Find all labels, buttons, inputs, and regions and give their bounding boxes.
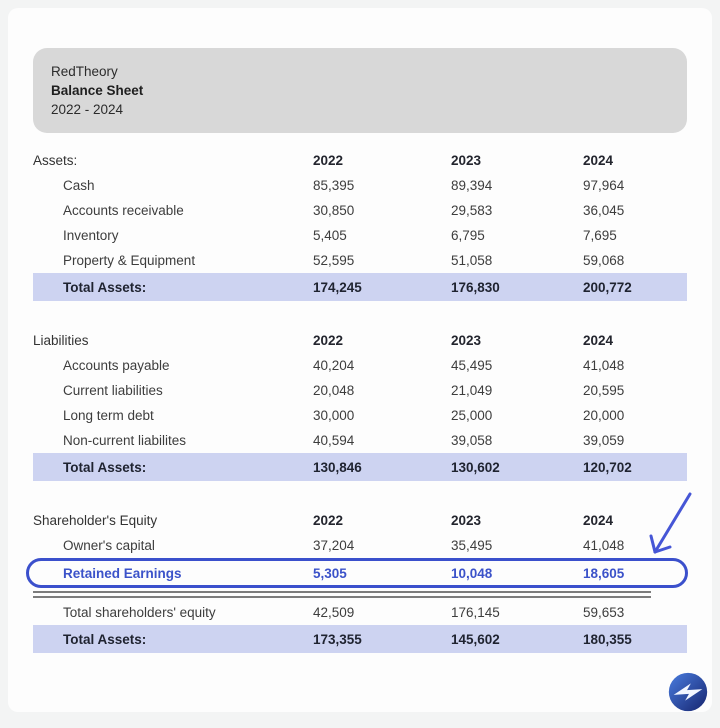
- value-2023: 39,058: [451, 433, 493, 448]
- table-row: [33, 600, 687, 625]
- value-2022: 30,000: [313, 408, 355, 423]
- row-label: Current liabilities: [63, 383, 163, 398]
- table-row: [33, 403, 687, 428]
- section-title: Shareholder's Equity: [33, 513, 158, 528]
- total-label: Total Assets:: [63, 631, 147, 647]
- column-year-2024: 2024: [583, 333, 614, 348]
- value-2022: 37,204: [313, 538, 355, 553]
- section-header-row: [33, 508, 687, 533]
- column-year-2022: 2022: [313, 333, 344, 348]
- value-2023: 29,583: [451, 203, 493, 218]
- row-label: Retained Earnings: [63, 565, 182, 581]
- total-2024: 120,702: [583, 459, 632, 475]
- column-year-2023: 2023: [451, 153, 482, 168]
- value-2024: 97,964: [583, 178, 625, 193]
- table-row: [33, 173, 687, 198]
- value-2024: 20,000: [583, 408, 625, 423]
- column-year-2024: 2024: [583, 513, 614, 528]
- table-row: [33, 353, 687, 378]
- column-year-2023: 2023: [451, 513, 482, 528]
- value-2022: 42,509: [313, 605, 355, 620]
- total-2024: 200,772: [583, 279, 632, 295]
- total-row: [33, 273, 687, 301]
- section-header-row: [33, 328, 687, 353]
- total-2024: 180,355: [583, 631, 632, 647]
- section-liabilities: [33, 328, 687, 481]
- total-2023: 176,830: [451, 279, 500, 295]
- table-row: [33, 223, 687, 248]
- value-2024: 20,595: [583, 383, 625, 398]
- row-label: Cash: [63, 178, 95, 193]
- total-row: [33, 453, 687, 481]
- section-header-row: [33, 148, 687, 173]
- row-label: Non-current liabilites: [63, 433, 187, 448]
- value-2023: 10,048: [451, 565, 493, 581]
- value-2024: 59,653: [583, 605, 625, 620]
- row-label: Inventory: [63, 228, 119, 243]
- table-row: [33, 428, 687, 453]
- row-label: Accounts payable: [63, 358, 170, 373]
- double-rule-divider: [33, 591, 651, 598]
- balance-sheet-card: [8, 8, 712, 712]
- value-2022: 85,395: [313, 178, 355, 193]
- value-2023: 6,795: [451, 228, 485, 243]
- value-2024: 41,048: [583, 538, 625, 553]
- section-assets: [33, 148, 687, 301]
- total-row: [33, 625, 687, 653]
- row-label: Owner's capital: [63, 538, 155, 553]
- column-year-2022: 2022: [313, 153, 344, 168]
- document-header: [33, 48, 687, 133]
- column-year-2022: 2022: [313, 513, 344, 528]
- value-2023: 25,000: [451, 408, 493, 423]
- column-year-2024: 2024: [583, 153, 614, 168]
- value-2024: 18,605: [583, 565, 625, 581]
- section-title: Liabilities: [33, 333, 89, 348]
- total-2022: 130,846: [313, 459, 362, 475]
- row-label: Accounts receivable: [63, 203, 184, 218]
- total-2022: 173,355: [313, 631, 362, 647]
- table-row: [33, 198, 687, 223]
- document-period: 2022 - 2024: [51, 102, 124, 117]
- lightning-bolt-logo: [665, 669, 711, 712]
- row-label: Long term debt: [63, 408, 154, 423]
- value-2022: 40,594: [313, 433, 355, 448]
- table-row: [33, 533, 687, 558]
- value-2023: 45,495: [451, 358, 493, 373]
- total-2023: 130,602: [451, 459, 500, 475]
- value-2022: 5,405: [313, 228, 347, 243]
- value-2024: 59,068: [583, 253, 625, 268]
- value-2022: 30,850: [313, 203, 355, 218]
- value-2023: 35,495: [451, 538, 493, 553]
- value-2023: 51,058: [451, 253, 493, 268]
- balance-sheet-table: [8, 148, 712, 653]
- retained-earnings-highlight-row: [26, 558, 688, 588]
- value-2022: 40,204: [313, 358, 355, 373]
- value-2022: 5,305: [313, 565, 347, 581]
- section-equity: [33, 508, 687, 653]
- value-2022: 20,048: [313, 383, 355, 398]
- section-title: Assets:: [33, 153, 78, 168]
- row-label: Total shareholders' equity: [63, 605, 216, 620]
- value-2023: 89,394: [451, 178, 493, 193]
- column-year-2023: 2023: [451, 333, 482, 348]
- table-row: [33, 248, 687, 273]
- total-label: Total Assets:: [63, 459, 147, 475]
- value-2024: 39,059: [583, 433, 625, 448]
- company-name: RedTheory: [51, 64, 118, 79]
- total-2022: 174,245: [313, 279, 362, 295]
- value-2022: 52,595: [313, 253, 355, 268]
- value-2023: 176,145: [451, 605, 500, 620]
- value-2024: 7,695: [583, 228, 617, 243]
- total-label: Total Assets:: [63, 279, 147, 295]
- document-title: Balance Sheet: [51, 83, 144, 98]
- value-2023: 21,049: [451, 383, 493, 398]
- row-label: Property & Equipment: [63, 253, 196, 268]
- total-2023: 145,602: [451, 631, 500, 647]
- table-row: [33, 378, 687, 403]
- value-2024: 36,045: [583, 203, 625, 218]
- value-2024: 41,048: [583, 358, 625, 373]
